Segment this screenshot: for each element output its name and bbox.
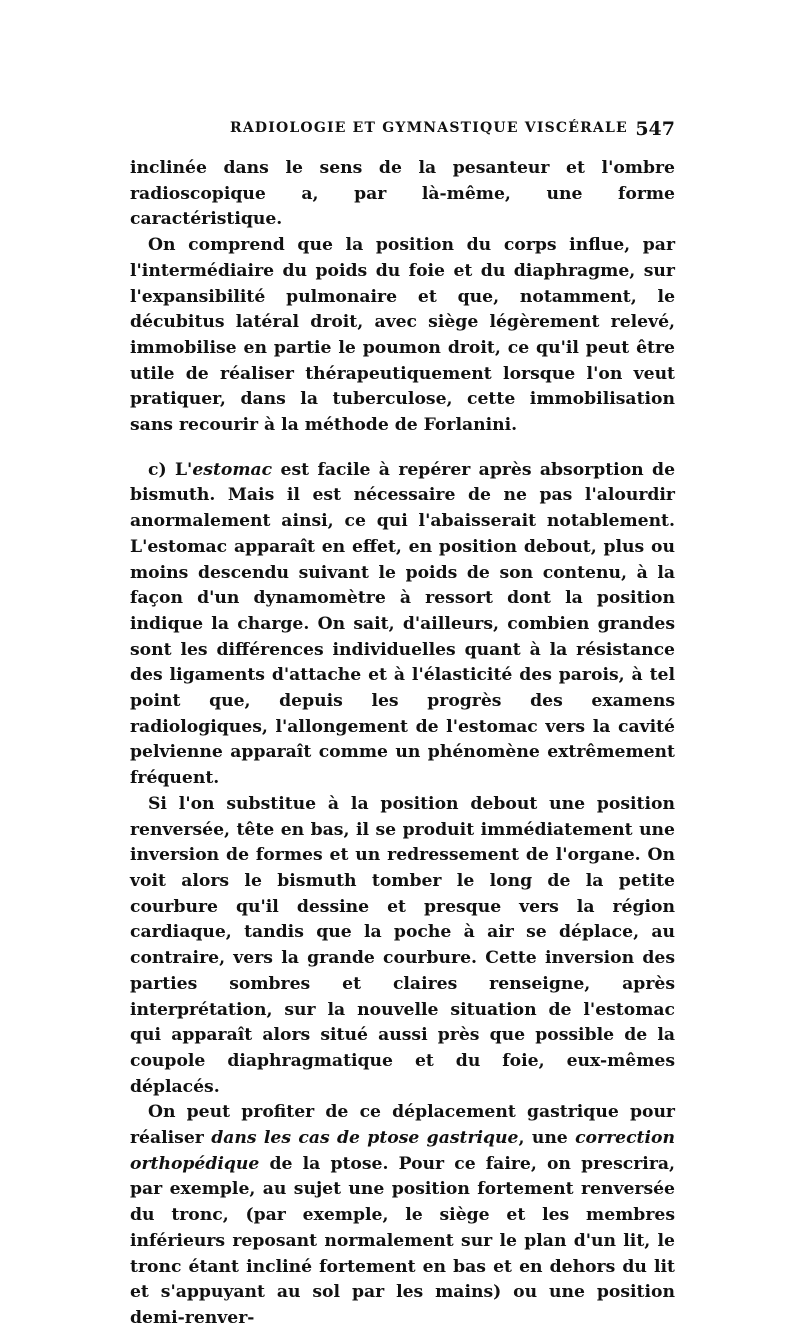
running-title: RADIOLOGIE ET GYMNASTIQUE VISCÉRALE [230,120,628,136]
body-text [130,156,675,1332]
page-number: 547 [635,118,675,140]
paragraph-correction-intro: On peut profiter de ce déplacement gastrique pour réaliser [130,1102,675,1149]
emphasis-ptose: dans les cas de ptose gastrique [211,1128,519,1149]
paragraph-correction [130,1100,675,1331]
page-header [130,118,675,144]
paragraph-correction-rest: de la ptose. Pour ce faire, on prescrira, par exemple, au sujet une position fortement renversée du tronc, (par exemple, le siège et les membres inférieurs reposant normalement sur le plan d'un lit, le tronc étant incliné fortement en bas et en dehors du lit et s'appuyant au sol par les mains) ou une position demi-renver- [130,1153,675,1328]
paragraph-stomach [130,458,675,792]
paragraph-stomach-text: est facile à repérer après absorption de bismuth. Mais il est nécessaire de ne pas l'alourdir anormalement ainsi, ce qui l'abaisserait notablement. L'estomac apparaît en effet, en position debout, plus ou moins descendu suivant le poids de son contenu, à la façon d'un dynamomètre à ressort dont la position indique la charge. On sait, d'ailleurs, combien grandes sont les différences individuelles quant à la résistance des ligaments d'attache et à l'élasticité des parois, à tel point que, depuis les progrès des examens radiologiques, l'allongement de l'estomac vers la cavité pelvienne apparaît comme un phénomène extrêmement fréquent. [130,459,675,789]
section-term: estomac [192,459,273,480]
paragraph-inversion: Si l'on substitue à la position debout une position renversée, tête en bas, il se produit immédiatement une inversion de formes et un redressement de l'organe. On voit alors le bismuth tomber le long de la petite courbure qu'il dessine et presque vers la région cardiaque, tandis que la poche à air se déplace, au contraire, vers la grande courbure. Cette inversion des parties sombres et claires renseigne, après interprétation, sur la nouvelle situation de l'estomac qui apparaît alors situé aussi près que possible de la coupole diaphragmatique et du foie, eux-mêmes déplacés. [130,793,675,1097]
section-label: c) L' [148,459,193,480]
paragraph-correction-mid: , une [518,1128,576,1149]
paragraph-continuation: inclinée dans le sens de la pesanteur et l'ombre radioscopique a, par là-même, une forme caractéristique. [130,158,675,230]
emphasis-correction: correction orthopédique [130,1128,675,1174]
paragraph-lung-position: On comprend que la position du corps influe, par l'intermédiaire du poids du foie et du diaphragme, sur l'expansibilité pulmonaire et que, notamment, le décubitus latéral droit, avec siège légèrement relevé, immobilise en partie le poumon droit, ce qu'il peut être utile de réaliser thérapeutiquement lorsque l'on veut pratiquer, dans la tuberculose, cette immobilisation sans recourir à la méthode de Forlanini. [130,235,675,436]
